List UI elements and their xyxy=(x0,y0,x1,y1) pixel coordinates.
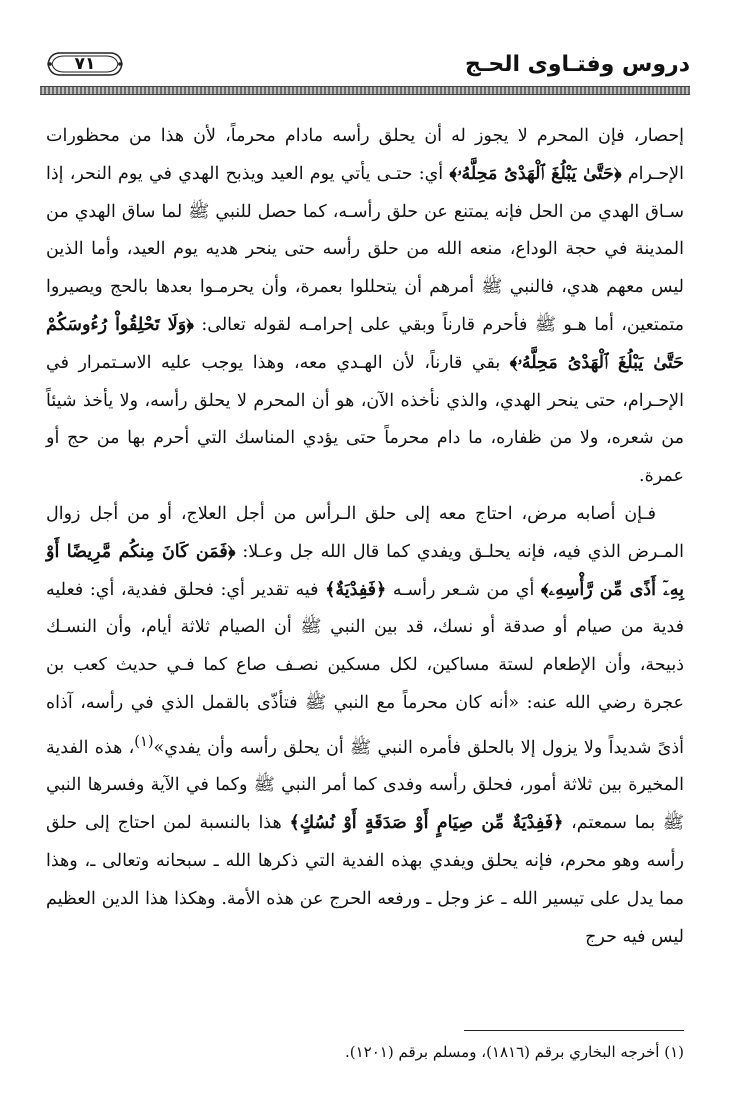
text-run: إحصار، فإن المحرم لا يجوز له أن يحلق رأسه مادام محرماً، لأن هذا من محظورات الإحـرام xyxy=(46,126,684,184)
quran-verse: ﴿حَتَّىٰ يَبْلُغَ ٱلْهَدْىُ مَحِلَّهُۥ﴾ xyxy=(449,163,622,184)
paragraph xyxy=(46,496,684,956)
header-divider xyxy=(40,86,690,95)
quran-verse: ﴿فَفِدْيَةٌ مِّن صِيَامٍ أَوْ صَدَقَةٍ أَوْ نُسُكٍ﴾ xyxy=(289,813,564,834)
footnote-divider xyxy=(464,1030,684,1031)
text-run: فيه تقدير أي: فحلق ففدية، أي: فعليه فدية من صيام أو صدقة أو نسك، قد بين النبي ﷺ أن الصيام ثلاثة أيام، وأن النسـك ذبيحة، وأن الإطعام لستة مساكين، لكل مسكين نصـف صاع كما فـي حديث كعب بن عجرة رضي الله عنه: «أنه كان محرماً مع النبي ﷺ فتأذّى بالقمل الذي في رأسه، آذاه أذىً شديداً ولا يزول إلا بالحلق فأمره النبي ﷺ أن يحلق رأسه وأن يفدي» xyxy=(46,579,685,758)
page-number: ٧١ xyxy=(74,54,96,74)
footnote-reference: (١) xyxy=(134,732,154,750)
text-run: أي من شـعر رأسـه xyxy=(386,579,541,600)
paragraph xyxy=(46,118,684,496)
quran-verse: ﴿وَلَا تَحْلِقُواْ رُءُوسَكُمْ حَتَّىٰ يَبْلُغَ ٱلْهَدْىُ مَحِلَّهُۥ﴾ xyxy=(46,314,685,373)
footnote: (١) أخرجه البخاري برقم (١٨١٦)، ومسلم برقم (١٢٠١). xyxy=(345,1043,684,1061)
text-run: أي: حتـى يأتي يوم العيد ويذبح الهدي في يوم النحر، إذا سـاق الهدي من الحل فإنه يمتنع عن حلق رأسـه، كما حصل للنبي ﷺ لما ساق الهدي من المدينة في حجة الوداع، منعه الله من حلق رأسه حتى ينحر هديه يوم العيد، وأما الذين ليس معهم هدي، فالنبي ﷺ أمرهم أن يتحللوا بعمرة، وأن يحرمـوا بعدها بالحج ويصيروا متمتعين، أما هـو ﷺ فأحرم قارناً وبقي على إحرامـه لقوله تعالى: xyxy=(46,163,684,335)
main-text xyxy=(46,118,684,956)
page-number-badge xyxy=(46,50,124,78)
quran-verse: ﴿فَفِدْيَةٌ﴾ xyxy=(325,579,387,600)
text-run: فـإن أصابه مرض، احتاج معه إلى حلق الـرأس من أجل العلاج، أو من أجل زوال المـرض الذي فيه، فإنه يحلـق ويفدي كما قال الله جل وعـلا: xyxy=(46,503,684,562)
book-title: دروس وفتـاوى الحـج xyxy=(464,52,690,77)
text-run: هذا بالنسبة لمن احتاج إلى حلق رأسه وهو محرم، فإنه يحلق ويفدي بهذه الفدية التي ذكرها الله ـ سبحانه وتعالى ـ، وهذا مما يدل على تيسير الله ـ عز وجل ـ ورفعه الحرج عن هذه الأمة. وهكذا هذا الدين العظيم ليس فيه حرج xyxy=(46,813,684,947)
text-run: بقي قارناً، لأن الهـدي معه، وهذا يوجب عليه الاسـتمرار في الإحـرام، حتى ينحر الهدي، والذي نأخذه الآن، هو أن المحرم لا يحلق رأسه، ولا يأخذ شيئاً من شعره، ولا من ظفاره، ما دام محرماً حتى يؤدي المناسك التي أحرم بها من حج أو عمرة. xyxy=(46,352,684,487)
text-run: ، هذه الفدية المخيرة بين ثلاثة أمور، فحلق رأسه وفدى كما أمر النبي ﷺ وكما في الآية وفسرها النبي ﷺ بما سمعتم، xyxy=(46,737,685,834)
page-header xyxy=(40,40,690,90)
quran-verse: ﴿فَمَن كَانَ مِنكُم مَّرِيضًا أَوْ بِهِۦٓ أَذًى مِّن رَّأْسِهِۦ﴾ xyxy=(46,541,684,600)
